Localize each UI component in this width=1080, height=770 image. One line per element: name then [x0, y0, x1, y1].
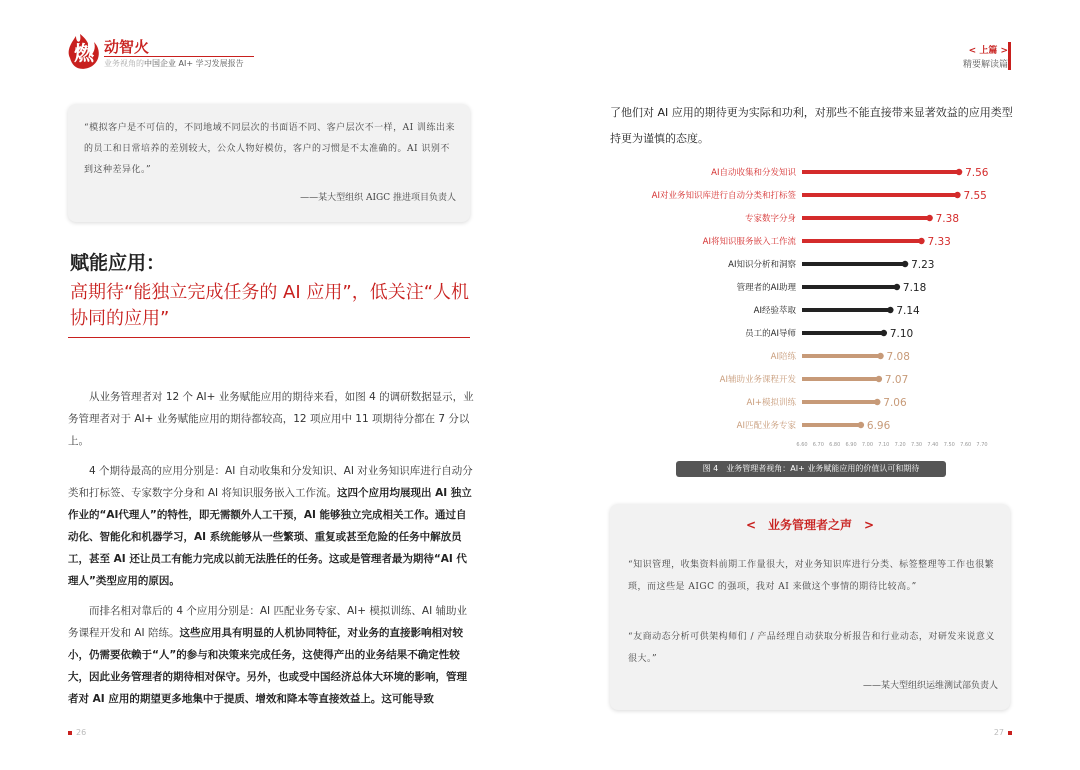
bar-value-label: 7.08 — [886, 351, 910, 363]
bar-value-label: 7.06 — [883, 397, 907, 409]
bar-end-dot — [887, 307, 893, 313]
x-tick-label: 7.60 — [960, 442, 972, 448]
bar-category-label: AI匹配业务专家 — [736, 421, 796, 431]
bar-value-label: 7.07 — [884, 374, 909, 386]
bar-category-label: 专家数字分身 — [744, 214, 796, 224]
bar-category-label: AI辅助业务课程开发 — [719, 375, 796, 385]
bar-end-dot — [954, 192, 960, 198]
x-tick-label: 7.50 — [943, 442, 955, 448]
right-paragraph: 了他们对 AI 应用的期待更为实际和功利，对那些不能直接带来显著效益的应用类型持更为谨慎的态度。 — [610, 106, 1013, 145]
section-header — [963, 44, 1008, 72]
header-accent-bar — [1008, 42, 1011, 70]
bar-chart — [610, 158, 1010, 458]
x-tick-label: 7.40 — [927, 442, 939, 448]
logo-divider — [104, 56, 254, 57]
bar — [802, 170, 959, 174]
page-number-right: 27 — [994, 728, 1012, 737]
x-tick-label: 7.30 — [910, 442, 923, 448]
voice-quote-1: “知识管理，收集资料前期工作量很大，对业务知识库进行分类、标签整理等工作也很繁琐，而这些是 AIGC 的强项，我对 AI 来做这个事情的期待比较高。” — [628, 560, 995, 592]
bar — [802, 262, 905, 266]
section-divider — [68, 337, 470, 338]
paragraph-2 — [68, 460, 474, 592]
bar-end-dot — [874, 399, 880, 405]
bar-category-label: AI陪练 — [770, 352, 796, 362]
bar-end-dot — [876, 376, 882, 382]
x-tick-label: 7.70 — [976, 442, 988, 448]
bar-end-dot — [894, 284, 900, 290]
quote-attribution: ——某大型组织 AIGC 推进项目负责人 — [300, 193, 456, 203]
section-label: < 上篇 > — [968, 46, 1008, 56]
x-tick-label: 6.70 — [812, 442, 824, 448]
bar — [802, 308, 890, 312]
bar-end-dot — [877, 353, 883, 359]
x-tick-label: 7.10 — [878, 442, 890, 448]
bar-end-dot — [858, 422, 864, 428]
paragraph-3-plain: 而排名相对靠后的 4 个应用分别是：AI 匹配业务专家、AI+ 模拟训练、AI 辅助业务课程开发和 AI 陪练。 — [68, 605, 468, 639]
bar-value-label: 7.38 — [935, 213, 960, 225]
bar — [802, 285, 897, 289]
bar-category-label: AI对业务知识库进行自动分类和打标签 — [651, 191, 796, 201]
bar-end-dot — [918, 238, 924, 244]
voice-attribution: ——某大型组织运维测试部负责人 — [862, 681, 998, 691]
bar — [802, 239, 921, 243]
section-sublabel: 精要解读篇 — [962, 60, 1008, 70]
bar-category-label: AI知识分析和洞察 — [728, 260, 796, 270]
brand-name: 动智火 — [104, 38, 150, 56]
bar — [802, 331, 884, 335]
bar-end-dot — [881, 330, 887, 336]
bar-value-label: 7.10 — [889, 328, 914, 340]
bar-value-label: 7.55 — [963, 190, 987, 202]
bar-value-label: 7.56 — [965, 167, 989, 179]
paragraph-2-bold: 这四个应用均展现出 AI 独立作业的“AI代理人”的特性，即无需额外人工干预，AI 能够独立完成相关工作。通过自动化、智能化和机器学习，AI 系统能够从一些繁琐、重复或甚至危险的任务中解放员工，甚至 AI 还让员工有能力完成以前无法胜任的任务。这或是管理者最为期待“AI 代理人”类型应用的原因。 — [68, 487, 472, 587]
bar-end-dot — [956, 169, 962, 175]
bar — [802, 423, 861, 427]
page-number-left: 26 — [68, 728, 86, 737]
bar-category-label: AI将知识服务嵌入工作流 — [702, 237, 796, 247]
x-tick-label: 6.90 — [845, 442, 857, 448]
bar-category-label: 员工的AI导师 — [745, 329, 796, 339]
voice-quote-2: “友商动态分析可供架构师们 / 产品经理自动获取分析报告和行业动态，对研发来说意义很大。” — [628, 632, 995, 664]
report-subtitle — [104, 58, 244, 69]
section-subtitle: 高期待“能独立完成任务的 AI 应用”，低关注“人机协同的应用” — [70, 282, 470, 329]
report-subtitle-muted: 业务视角的 — [104, 59, 144, 68]
section-title: 赋能应用： — [70, 252, 166, 274]
brand-logo-icon — [64, 28, 104, 72]
paragraph-1: 从业务管理者对 12 个 AI+ 业务赋能应用的期待来看，如图 4 的调研数据显示，业务管理者对于 AI+ 业务赋能应用的期待都较高，12 项应用中 11 项期待分都在 7 分以上。 — [68, 391, 474, 447]
x-tick-label: 7.00 — [861, 442, 874, 448]
paragraph-2-plain: 4 个期待最高的应用分别是：AI 自动收集和分发知识、AI 对业务知识库进行自动分类和打标签、专家数字分身和 AI 将知识服务嵌入工作流。 — [68, 465, 473, 499]
bar — [802, 193, 957, 197]
bar — [802, 216, 930, 220]
bar-value-label: 7.23 — [911, 259, 935, 271]
quote-text: “模拟客户是不可信的，不同地域不同层次的书面语不同、客户层次不一样，AI 训练出来的员工和日常培养的差别较大，公众人物好模仿，客户的习惯是不太准确的。AI 识别不到这种差异化。” — [84, 123, 456, 175]
x-tick-label: 6.60 — [796, 442, 808, 448]
bar-category-label: AI经验萃取 — [753, 306, 796, 316]
bar-value-label: 7.18 — [902, 282, 927, 294]
x-tick-label: 7.20 — [894, 442, 906, 448]
chart-caption: 图 4 业务管理者视角：AI+ 业务赋能应用的价值认可和期待 — [676, 461, 946, 477]
bar-value-label: 6.96 — [866, 420, 891, 432]
bar — [802, 377, 879, 381]
bar-value-label: 7.33 — [927, 236, 951, 248]
bar-category-label: AI+模拟训练 — [746, 398, 796, 408]
bar-category-label: AI自动收集和分发知识 — [711, 168, 796, 178]
voice-title: < 业务管理者之声 > — [745, 518, 875, 532]
bar-value-label: 7.14 — [896, 305, 920, 317]
bar — [802, 354, 881, 358]
x-tick-label: 6.80 — [829, 442, 841, 448]
bar-end-dot — [926, 215, 932, 221]
paragraph-3-bold: 这些应用具有明显的人机协同特征，对业务的直接影响相对较小，仍需要依赖于“人”的参与和决策来完成任务，这使得产出的业务结果不确定性较大，因此业务管理者的期待相对保守。另外，也或受中国经济总体大环境的影响，管理者对 AI 应用的期望更多地集中于提质、增效和降本等直接效益上。这可能导致 — [68, 627, 467, 705]
report-subtitle-main: 中国企业 AI+ 学习发展报告 — [144, 59, 244, 68]
logo-char: 燃 — [74, 41, 94, 65]
bar-end-dot — [902, 261, 908, 267]
bar-category-label: 管理者的AI助理 — [736, 283, 796, 293]
bar — [802, 400, 877, 404]
paragraph-3 — [68, 600, 474, 710]
